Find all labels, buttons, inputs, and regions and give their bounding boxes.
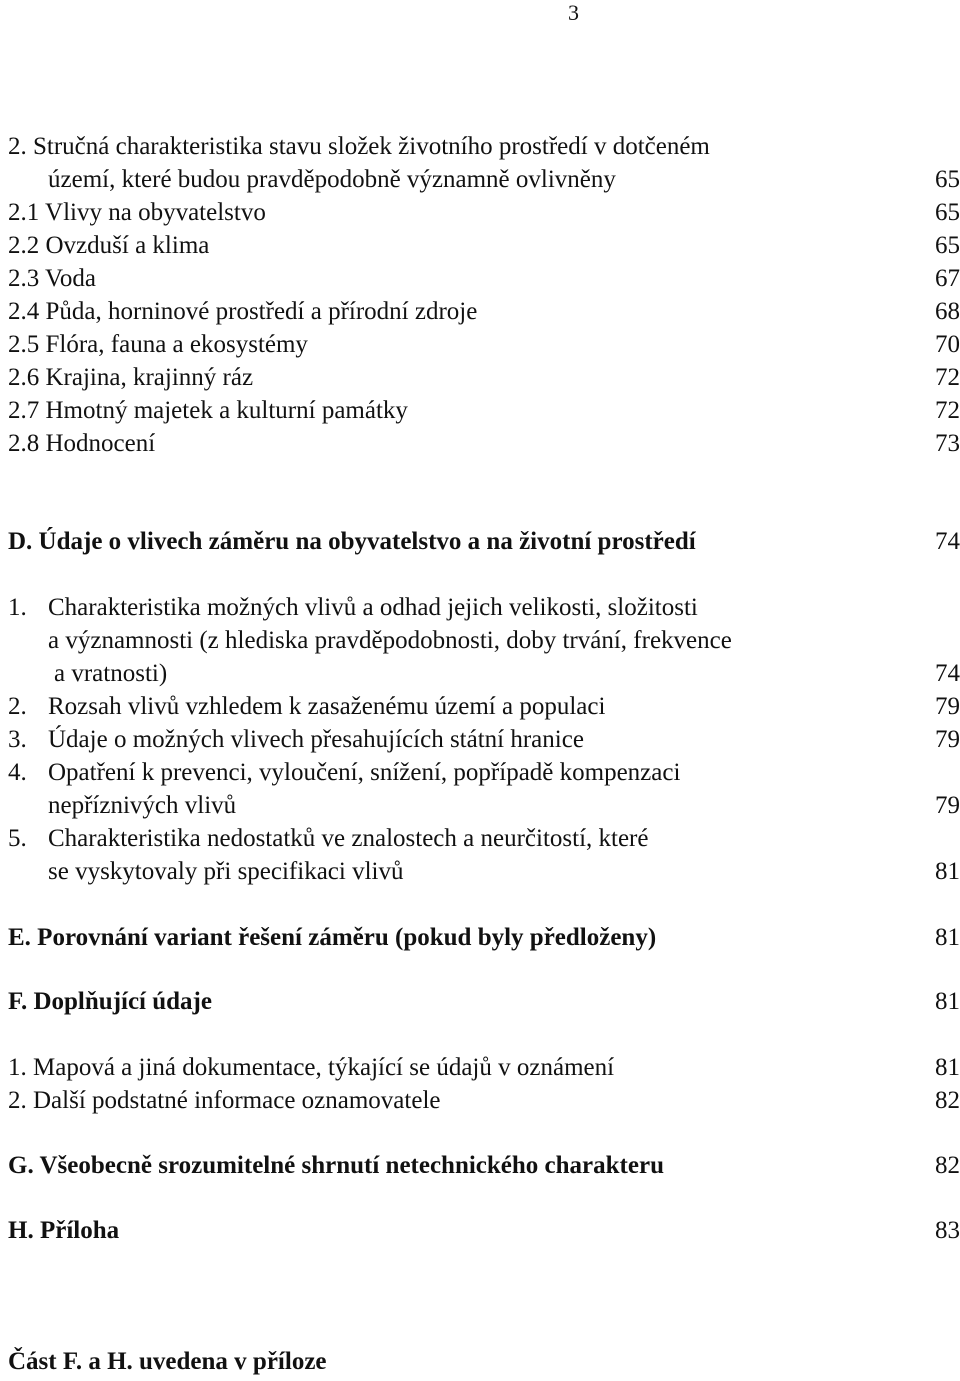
toc-page-number: 82 [935,1087,960,1114]
toc-entry-label: G. Všeobecně srozumitelné shrnutí netechnického charakteru [8,1152,664,1179]
toc-entry-label: Údaje o možných vlivech přesahujících státní hranice [48,726,584,753]
toc-entry-label: D. Údaje o vlivech záměru na obyvatelstvo a na životní prostředí [8,528,696,555]
toc-entry-D-3[interactable] [0,723,960,757]
toc-page-number: 81 [935,924,960,951]
toc-page-number: 65 [935,199,960,226]
toc-entry-F-2[interactable] [0,1084,960,1118]
toc-entry-label: E. Porovnání variant řešení záměru (pokud byly předloženy) [8,924,657,951]
toc-entry-2-1[interactable] [0,196,960,230]
toc-entry-label: Rozsah vlivů vzhledem k zasaženému území a populaci [48,693,606,720]
toc-entry-D-5[interactable] [0,822,960,856]
toc-entry-D-1-cont2[interactable] [0,657,960,691]
toc-page-number: 72 [935,364,960,391]
toc-page-number: 81 [935,858,960,885]
toc-entry-label: 2.1 Vlivy na obyvatelstvo [8,199,266,226]
toc-entry-label: F. Doplňující údaje [8,988,212,1015]
toc-entry-number: 1. [8,594,27,621]
toc-entry-G[interactable] [0,1149,960,1183]
toc-page-number: 67 [935,265,960,292]
toc-entry-label: 2.2 Ovzduší a klima [8,232,210,259]
toc-entry-F-1[interactable] [0,1051,960,1085]
page-number: 3 [568,0,579,25]
toc-entry-2-4[interactable] [0,295,960,329]
toc-page-number: 72 [935,397,960,424]
toc-entry-label: 2. Stručná charakteristika stavu složek životního prostředí v dotčeném [8,133,710,160]
toc-entry-label: Charakteristika možných vlivů a odhad jejich velikosti, složitosti [48,594,698,621]
toc-entry-D-5-cont[interactable] [0,855,960,889]
footer-note [0,1345,960,1379]
toc-entry-2-2[interactable] [0,229,960,263]
toc-entry-D-4-cont[interactable] [0,789,960,823]
toc-entry-F[interactable] [0,985,960,1019]
toc-entry-number: 4. [8,759,27,786]
toc-page-number: 83 [935,1217,960,1244]
toc-entry-label: a významnosti (z hlediska pravděpodobnosti, doby trvání, frekvence [48,627,732,654]
footer-note-text: Část F. a H. uvedena v příloze [8,1348,327,1375]
toc-entry-label: a vratnosti) [54,660,168,687]
toc-entry-label: 2.8 Hodnocení [8,430,156,457]
toc-page-number: 79 [935,792,960,819]
toc-page-number: 79 [935,726,960,753]
toc-page-number: 74 [935,660,960,687]
toc-page-number: 65 [935,166,960,193]
toc-entry-label: 1. Mapová a jiná dokumentace, týkající se údajů v oznámení [8,1054,615,1081]
toc-entry-label: nepříznivých vlivů [48,792,237,819]
toc-entry-2-6[interactable] [0,361,960,395]
toc-entry-2-cont[interactable] [0,163,960,197]
toc-page-number: 74 [935,528,960,555]
toc-entry-D-1-cont[interactable] [0,624,960,658]
toc-entry-label: území, které budou pravděpodobně významně ovlivněny [48,166,616,193]
toc-entry-label: 2.6 Krajina, krajinný ráz [8,364,254,391]
toc-entry-2[interactable] [0,130,960,164]
toc-entry-label: 2.4 Půda, horninové prostředí a přírodní zdroje [8,298,478,325]
toc-entry-number: 3. [8,726,27,753]
toc-entry-D[interactable] [0,525,960,559]
toc-page-number: 73 [935,430,960,457]
toc-entry-2-8[interactable] [0,427,960,461]
toc-page-number: 65 [935,232,960,259]
toc-entry-label: Opatření k prevenci, vyloučení, snížení, popřípadě kompenzaci [48,759,681,786]
toc-entry-number: 2. [8,693,27,720]
toc-entry-2-5[interactable] [0,328,960,362]
toc-entry-2-7[interactable] [0,394,960,428]
toc-page-number: 81 [935,1054,960,1081]
toc-entry-D-2[interactable] [0,690,960,724]
toc-entry-D-1[interactable] [0,591,960,625]
toc-entry-label: 2. Další podstatné informace oznamovatele [8,1087,441,1114]
toc-page-number: 81 [935,988,960,1015]
toc-page-number: 68 [935,298,960,325]
toc-entry-number: 5. [8,825,27,852]
toc-entry-label: Charakteristika nedostatků ve znalostech a neurčitostí, které [48,825,649,852]
toc-entry-label: se vyskytovaly při specifikaci vlivů [48,858,404,885]
toc-entry-E[interactable] [0,921,960,955]
toc-entry-H[interactable] [0,1214,960,1248]
toc-page-number: 70 [935,331,960,358]
toc-entry-label: 2.5 Flóra, fauna a ekosystémy [8,331,308,358]
toc-entry-label: 2.3 Voda [8,265,96,292]
toc-entry-D-4[interactable] [0,756,960,790]
toc-entry-label: H. Příloha [8,1217,120,1244]
toc-entry-2-3[interactable] [0,262,960,296]
toc-page-number: 82 [935,1152,960,1179]
toc-entry-label: 2.7 Hmotný majetek a kulturní památky [8,397,408,424]
toc-page-number: 79 [935,693,960,720]
